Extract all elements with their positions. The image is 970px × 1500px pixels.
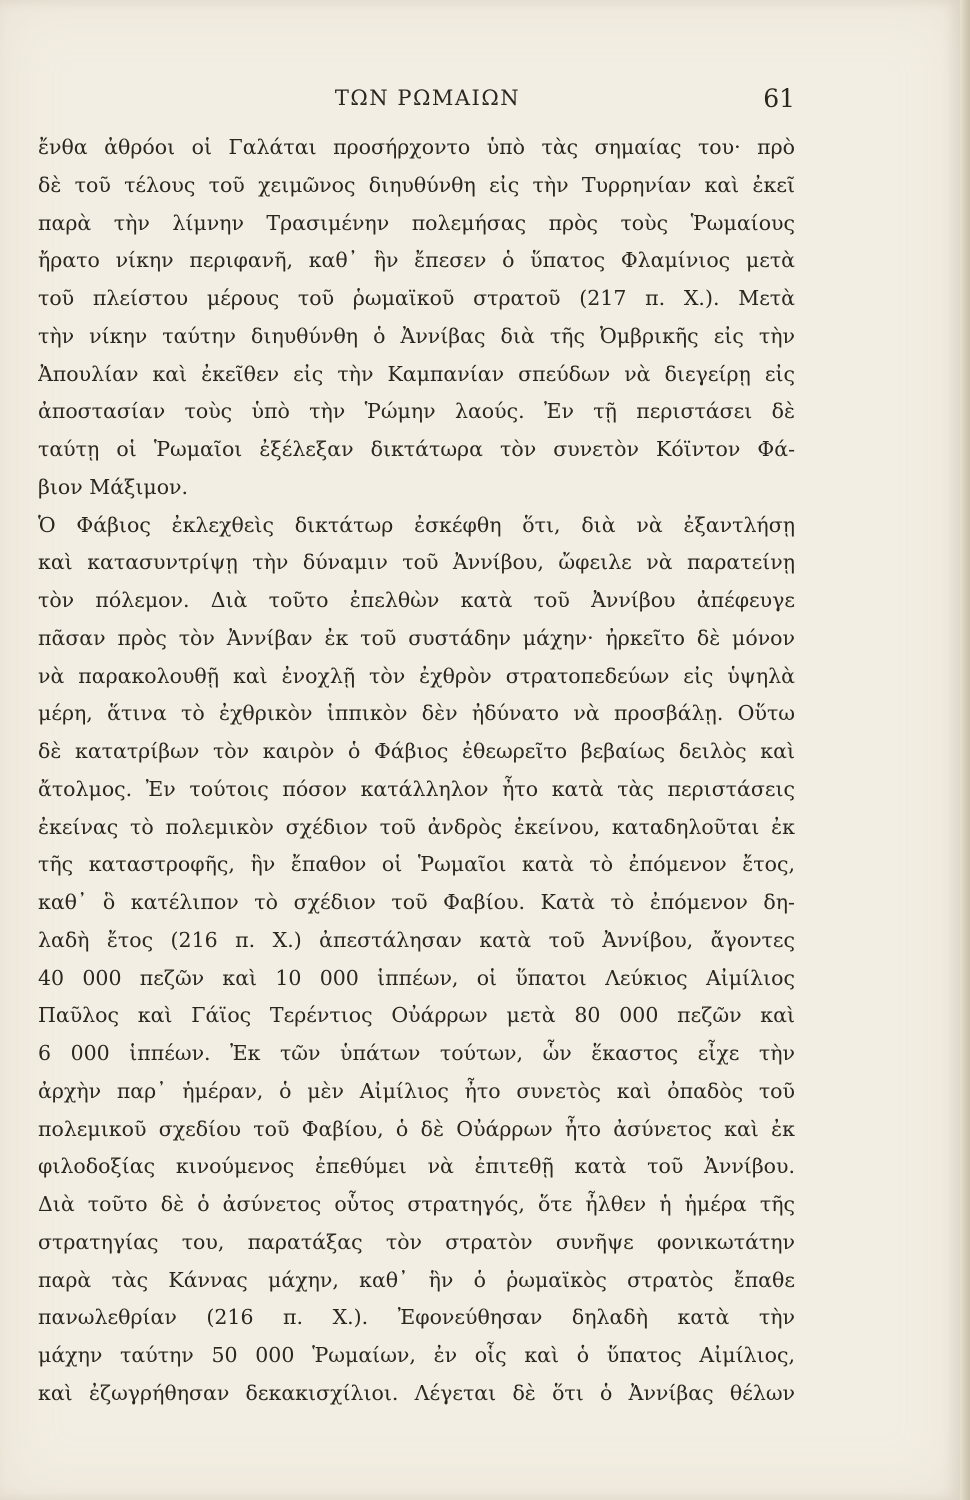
page-header <box>60 86 795 116</box>
text-line: παρὰ τὴν λίμνην Τρασιμένην πολεμήσας πρὸς τοὺς Ῥωμαίους <box>38 210 795 235</box>
text-line: Διὰ τοῦτο δὲ ὁ ἀσύνετος οὗτος στρατηγός, ὅτε ἦλθεν ἡ ἡμέρα τῆς <box>38 1192 795 1216</box>
text-line: μάχην ταύτην 50 000 Ῥωμαίων, ἐν οἷς καὶ ὁ ὕπατος Αἰμίλιος, <box>38 1343 795 1367</box>
text-line: 6 000 ἱππέων. Ἐκ τῶν ὑπάτων τούτων, ὧν ἕκαστος εἶχε τὴν <box>38 1041 795 1065</box>
text-line: ἐκείνας τὸ πολεμικὸν σχέδιον τοῦ ἀνδρὸς ἐκείνου, καταδηλοῦται ἐκ <box>38 814 795 839</box>
text-line: πανωλεθρίαν (216 π. Χ.). Ἐφονεύθησαν δηλαδὴ κατὰ τὴν <box>38 1305 795 1330</box>
text-line: ἀρχὴν παρ᾽ ἡμέραν, ὁ μὲν Αἰμίλιος ἦτο συνετὸς καὶ ὀπαδὸς τοῦ <box>38 1078 795 1103</box>
text-line: στρατηγίας του, παρατάξας τὸν στρατὸν συνῆψε φονικωτάτην <box>38 1229 795 1254</box>
text-line: δὲ κατατρίβων τὸν καιρὸν ὁ Φάβιος ἐθεωρεῖτο βεβαίως δειλὸς καὶ <box>38 739 795 763</box>
text-line: 40 000 πεζῶν καὶ 10 000 ἱππέων, οἱ ὕπατοι Λεύκιος Αἰμίλιος <box>38 965 795 990</box>
text-line: ἔνθα ἀθρόοι οἱ Γαλάται προσήρχοντο ὑπὸ τὰς σημαίας του· πρὸ <box>38 135 795 159</box>
text-line: παρὰ τὰς Κάννας μάχην, καθ᾽ ἣν ὁ ῥωμαϊκὸς στρατὸς ἔπαθε <box>38 1267 795 1292</box>
page-edge <box>960 0 970 1500</box>
text-line: μέρη, ἅτινα τὸ ἐχθρικὸν ἱππικὸν δὲν ἠδύνατο νὰ προσβάλῃ. Οὕτω <box>38 701 795 726</box>
text-line: καθ᾽ ὃ κατέλιπον τὸ σχέδιον τοῦ Φαβίου. Κατὰ τὸ ἐπόμενον δη- <box>38 890 795 914</box>
text-line: πᾶσαν πρὸς τὸν Ἀννίβαν ἐκ τοῦ συστάδην μάχην· ἠρκεῖτο δὲ μόνον <box>38 625 795 650</box>
text-line: τὸν πόλεμον. Διὰ τοῦτο ἐπελθὼν κατὰ τοῦ Ἀννίβου ἀπέφευγε <box>38 588 795 612</box>
text-line: βιον Μάξιμον. <box>38 474 189 499</box>
text-line: τοῦ πλείστου μέρους τοῦ ῥωμαϊκοῦ στρατοῦ (217 π. Χ.). Μετὰ <box>38 286 795 310</box>
text-line: πολεμικοῦ σχεδίου τοῦ Φαβίου, ὁ δὲ Οὐάρρων ἦτο ἀσύνετος καὶ ἐκ <box>38 1116 795 1141</box>
text-line: ταύτῃ οἱ Ῥωμαῖοι ἐξέλεξαν δικτάτωρα τὸν συνετὸν Κόϊντον Φά- <box>38 437 795 461</box>
text-line: ἀποστασίαν τοὺς ὑπὸ τὴν Ῥώμην λαούς. Ἐν τῇ περιστάσει δὲ <box>38 399 795 424</box>
text-line: ἤρατο νίκην περιφανῆ, καθ᾽ ἣν ἔπεσεν ὁ ὕπατος Φλαμίνιος μετὰ <box>38 248 795 273</box>
text-line: Παῦλος καὶ Γάϊος Τερέντιος Οὐάρρων μετὰ 80 000 πεζῶν καὶ <box>38 1003 795 1028</box>
text-line: λαδὴ ἔτος (216 π. Χ.) ἀπεστάλησαν κατὰ τοῦ Ἀννίβου, ἄγοντες <box>38 927 795 952</box>
text-line: τὴν νίκην ταύτην διηυθύνθη ὁ Ἀννίβας διὰ τῆς Ὀμβρικῆς εἰς τὴν <box>38 323 795 348</box>
text-line: Ὁ Φάβιος ἐκλεχθεὶς δικτάτωρ ἐσκέφθη ὅτι, διὰ νὰ ἐξαντλήσῃ <box>38 512 795 537</box>
page-number: 61 <box>763 84 795 113</box>
text-line: δὲ τοῦ τέλους τοῦ χειμῶνος διηυθύνθη εἰς τὴν Τυρρηνίαν καὶ ἐκεῖ <box>38 172 795 197</box>
text-line: καὶ ἐζωγρήθησαν δεκακισχίλιοι. Λέγεται δὲ ὅτι ὁ Ἀννίβας θέλων <box>38 1380 795 1405</box>
body-text <box>38 129 795 1413</box>
text-line: φιλοδοξίας κινούμενος ἐπεθύμει νὰ ἐπιτεθῇ κατὰ τοῦ Ἀννίβου. <box>38 1154 795 1179</box>
text-line: νὰ παρακολουθῇ καὶ ἐνοχλῇ τὸν ἐχθρὸν στρατοπεδεύων εἰς ὑψηλὰ <box>38 663 795 688</box>
text-line: τῆς καταστροφῆς, ἣν ἔπαθον οἱ Ῥωμαῖοι κατὰ τὸ ἐπόμενον ἔτος, <box>38 852 795 877</box>
text-line: ἄτολμος. Ἐν τούτοις πόσον κατάλληλον ἦτο κατὰ τὰς περιστάσεις <box>38 776 795 801</box>
text-line: Ἀπουλίαν καὶ ἐκεῖθεν εἰς τὴν Καμπανίαν σπεύδων νὰ διεγείρῃ εἰς <box>38 361 795 386</box>
text-line: καὶ κατασυντρίψῃ τὴν δύναμιν τοῦ Ἀννίβου, ὤφειλε νὰ παρατείνῃ <box>38 550 795 575</box>
running-title: ΤΩΝ ΡΩΜΑΙΩΝ <box>334 86 521 110</box>
